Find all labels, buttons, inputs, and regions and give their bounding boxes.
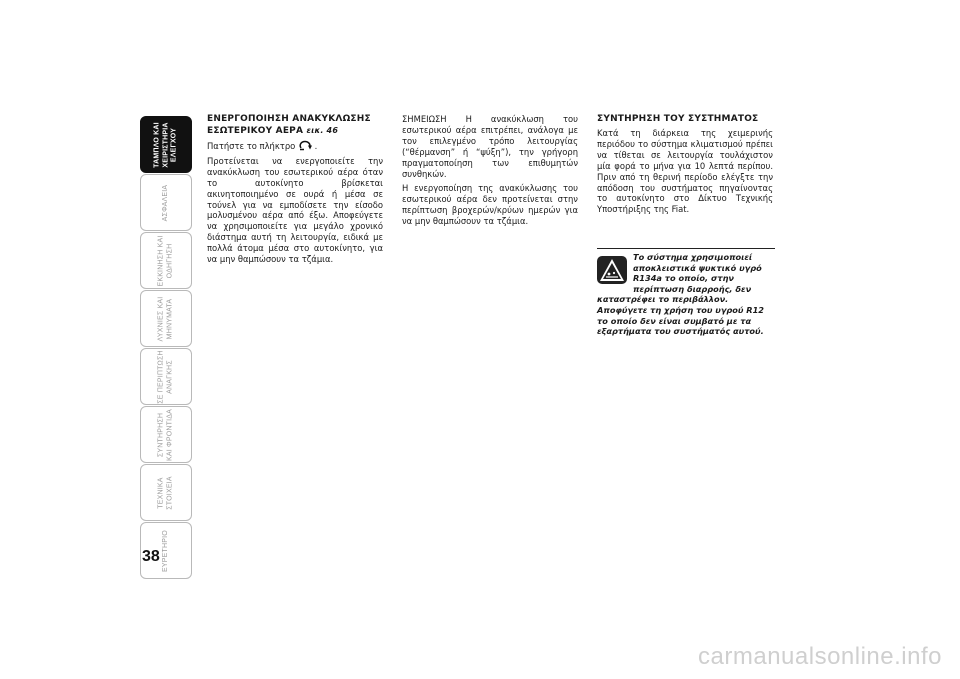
tab-label: ΕΥΡΕΤΗΡΙΟ bbox=[161, 529, 169, 572]
tab-label: ΣΥΝΤΗΡΗΣΗ ΚΑΙ ΦΡΟΝΤΙΔΑ bbox=[157, 408, 173, 461]
column-notes bbox=[402, 114, 578, 231]
warning-divider bbox=[597, 248, 775, 249]
tab-label: ΕΚΚΙΝΗΣΗ ΚΑΙ ΟΔΗΓΗΣΗ bbox=[157, 234, 173, 287]
tab-emergency[interactable] bbox=[140, 348, 192, 405]
warning-box bbox=[597, 252, 775, 337]
tab-technical-data[interactable] bbox=[140, 464, 192, 521]
tab-maintenance-care[interactable] bbox=[140, 406, 192, 463]
paragraph-maintenance: Κατά τη διάρκεια της χειμερινής περιόδου το σύστημα κλιματισμού πρέπει να τίθεται σε λειτουργία τουλάχιστον μία φορά το μήνα για 10 λεπτά περίπου. Πριν από τη θερινή περίοδο ελέγξτε την απόδοση του συστήματος πηγαίνοντας το αυτοκίνητο στο Δίκτυο Τεχνικής Υποστήριξης της Fiat. bbox=[597, 128, 773, 215]
section-heading-recirculation bbox=[207, 114, 383, 137]
warning-text: Το σύστημα χρησιμοποιεί αποκλειστικά ψυκτικό υγρό R134a το οποίο, στην περίπτωση διαρροής, δεν καταστρέφει το περιβάλλον. Αποφύγετε τη χρήση του υγρού R12 το οποίο δεν είναι συμβατό με τα εξαρτήματα του συστήματός αυτού. bbox=[597, 252, 764, 337]
page-number: 38 bbox=[142, 548, 160, 565]
tab-safety[interactable] bbox=[140, 174, 192, 231]
paragraph-note: ΣΗΜΕΙΩΣΗ Η ανακύκλωση του εσωτερικού αέρα επιτρέπει, ανάλογα με τον επιλεγμένο τρόπο λειτουργίας (“θέρμανση” ή “ψύξη”), την γρήγορη πραγματοποίηση των επιθυμητών συνθηκών. bbox=[402, 114, 578, 179]
tab-label: ΤΑΜΠΛΟ ΚΑΙ ΧΕΙΡΙΣΤΗΡΙΑ ΕΛΕΓΧΟΥ bbox=[153, 121, 178, 168]
figure-reference: εικ. 46 bbox=[306, 126, 339, 135]
tab-label: ΤΕΧΝΙΚΑ ΣΤΟΙΧΕΙΑ bbox=[157, 475, 173, 510]
paragraph-recirculation-advice: Προτείνεται να ενεργοποιείτε την ανακύκλωση του εσωτερικού αέρα όταν το αυτοκίνητο βρίσκεται ακινητοποιημένο σε ουρά ή μέσα σε τούνελ για να εμποδίσετε την είσοδο μολυσμένου αέρα από έξω. Αποφεύγετε να χρησιμοποιείτε για μεγάλο χρονικό διάστημα αυτή τη λειτουργία, ειδικά με πολλά άτομα μέσα στο αυτοκίνητο, για να μην θαμπώσουν τα τζάμια. bbox=[207, 155, 383, 265]
press-instruction bbox=[207, 140, 383, 152]
warning-icon bbox=[597, 256, 627, 284]
tab-label: ΛΥΧΝΙΕΣ ΚΑΙ ΜΗΝΥΜΑΤΑ bbox=[157, 296, 173, 341]
tab-dashboard-controls[interactable] bbox=[140, 116, 192, 173]
press-text: Πατήστε το πλήκτρο bbox=[207, 141, 296, 151]
tab-lights-messages[interactable] bbox=[140, 290, 192, 347]
watermark: carmanualsonline.info bbox=[698, 643, 942, 670]
section-heading-maintenance: ΣΥΝΤΗΡΗΣΗ ΤΟΥ ΣΥΣΤΗΜΑΤΟΣ bbox=[597, 114, 759, 124]
press-end: . bbox=[314, 141, 318, 151]
environment-warning-icon bbox=[597, 256, 627, 284]
recirculation-icon bbox=[298, 140, 312, 151]
column-recirculation bbox=[207, 114, 383, 269]
paragraph-recirculation-rain: Η ενεργοποίηση της ανακύκλωσης του εσωτερικού αέρα δεν προτείνεται στην περίπτωση βροχερών/κρύων ημερών για να μην θαμπώσουν τα τζάμια. bbox=[402, 183, 578, 227]
heading-text: ΕΝΕΡΓΟΠΟΙΗΣΗ ΑΝΑΚΥΚΛΩΣΗΣ ΕΣΩΤΕΡΙΚΟΥ ΑΕΡΑ bbox=[207, 114, 371, 136]
column-maintenance bbox=[597, 114, 773, 219]
tab-starting-driving[interactable] bbox=[140, 232, 192, 289]
tab-label: ΑΣΦΑΛΕΙΑ bbox=[161, 184, 169, 221]
tab-label: ΣΕ ΠΕΡΙΠΤΩΣΗ ΑΝΑΓΚΗΣ bbox=[157, 349, 173, 404]
